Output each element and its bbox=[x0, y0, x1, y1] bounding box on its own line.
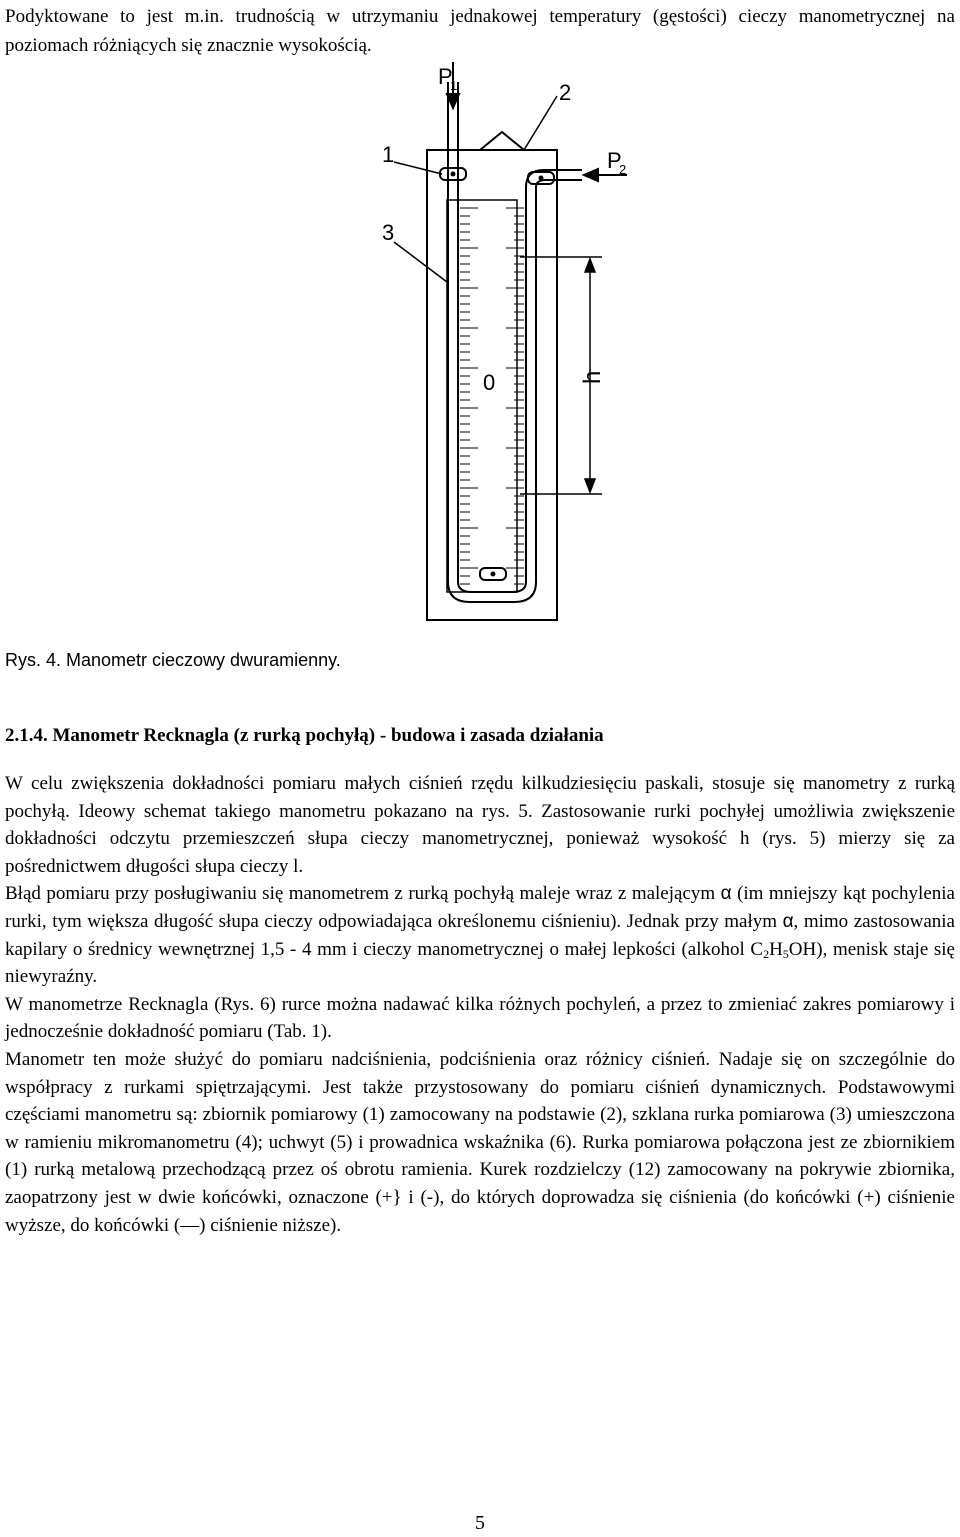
page-number: 5 bbox=[475, 1512, 485, 1534]
section-heading: 2.1.4. Manometr Recknagla (z rurką pochyłą) - budowa i zasada działania bbox=[5, 725, 604, 746]
label-1: 1 bbox=[382, 142, 395, 167]
alpha-symbol: α bbox=[720, 883, 732, 905]
paragraph: Manometr ten może służyć do pomiaru nadciśnienia, podciśnienia oraz różnicy ciśnień. Nadaje się on szczególnie do współpracy z rurkami spiętrzającymi. Jest także przystosowany do pomiaru ciśnień dynamicznych. Podstawowymi częściami manometru są: zbiornik pomiarowy (1) zamocowany na podstawie (2), szklana rurka pomiarowa (3) umieszczona w ramieniu mikromanometru (4); uchwyt (5) i prowadnica wskaźnika (6). Rurka pomiarowa połączona jest ze zbiornikiem (1) rurką metalową przechodzącą przez oś obrotu ramienia. Kurek rozdzielczy (12) zamocowany na pokrywie zbiornika, zaopatrzony jest w dwie końcówki, oznaczone (+} i (-), do których doprowadza się ciśnienia (do końcówki (+) ciśnienie wyższe, do końcówki (—) ciśnienie niższe). bbox=[5, 1048, 955, 1236]
p2-subscript: 2 bbox=[619, 162, 627, 177]
p2-label: P bbox=[607, 148, 622, 173]
manometer-figure bbox=[352, 62, 642, 622]
paragraph: W celu zwiększenia dokładności pomiaru małych ciśnień rzędu kilkudziesięciu paskali, stosuje się manometry z rurką pochyłą. Ideowy schemat takiego manometru pokazano na rys. 5. Zastosowanie rurki pochyłej umożliwia zwiększenie dokładności odczytu przemieszczeń słupa cieczy manometrycznej, ponieważ wysokość h (rys. 5) mierzy się za pośrednictwem długości słupa cieczy l. bbox=[5, 773, 955, 877]
h-label: h bbox=[579, 370, 606, 384]
body-text bbox=[5, 770, 955, 1239]
u-tube-manometer-diagram bbox=[352, 62, 642, 622]
label-3: 3 bbox=[382, 220, 395, 245]
label-2: 2 bbox=[559, 80, 572, 105]
p1-subscript: 1 bbox=[450, 78, 458, 93]
alpha-symbol: α bbox=[782, 910, 794, 932]
intro-paragraph: Podyktowane to jest m.in. trudnością w utrzymaniu jednakowej temperatury (gęstości) cieczy manometrycznej na poziomach różniących się znacznie wysokością. bbox=[5, 6, 955, 56]
zero-mark: 0 bbox=[483, 370, 496, 395]
p1-label: P bbox=[438, 64, 453, 89]
board-hanger bbox=[480, 132, 524, 150]
paragraph: W manometrze Recknagla (Rys. 6) rurce można nadawać kilka różnych pochyleń, a przez to zmieniać zakres pomiarowy i jednocześnie dokładność pomiaru (Tab. 1). bbox=[5, 993, 955, 1043]
paragraph: Błąd pomiaru przy posługiwaniu się manometrem z rurką pochyłą maleje wraz z malejącym α (im mniejszy kąt pochylenia rurki, tym większa długość słupa cieczy odpowiadająca określonemu ciśnieniu). Jednak przy małym α, mimo zastosowania kapilary o średnicy wewnętrznej 1,5 - 4 mm i cieczy manometrycznej o małej lepkości (alkohol $C_2H_5OH$), menisk staje się niewyraźny. bbox=[5, 883, 955, 988]
figure-caption: Rys. 4. Manometr cieczowy dwuramienny. bbox=[5, 650, 341, 670]
